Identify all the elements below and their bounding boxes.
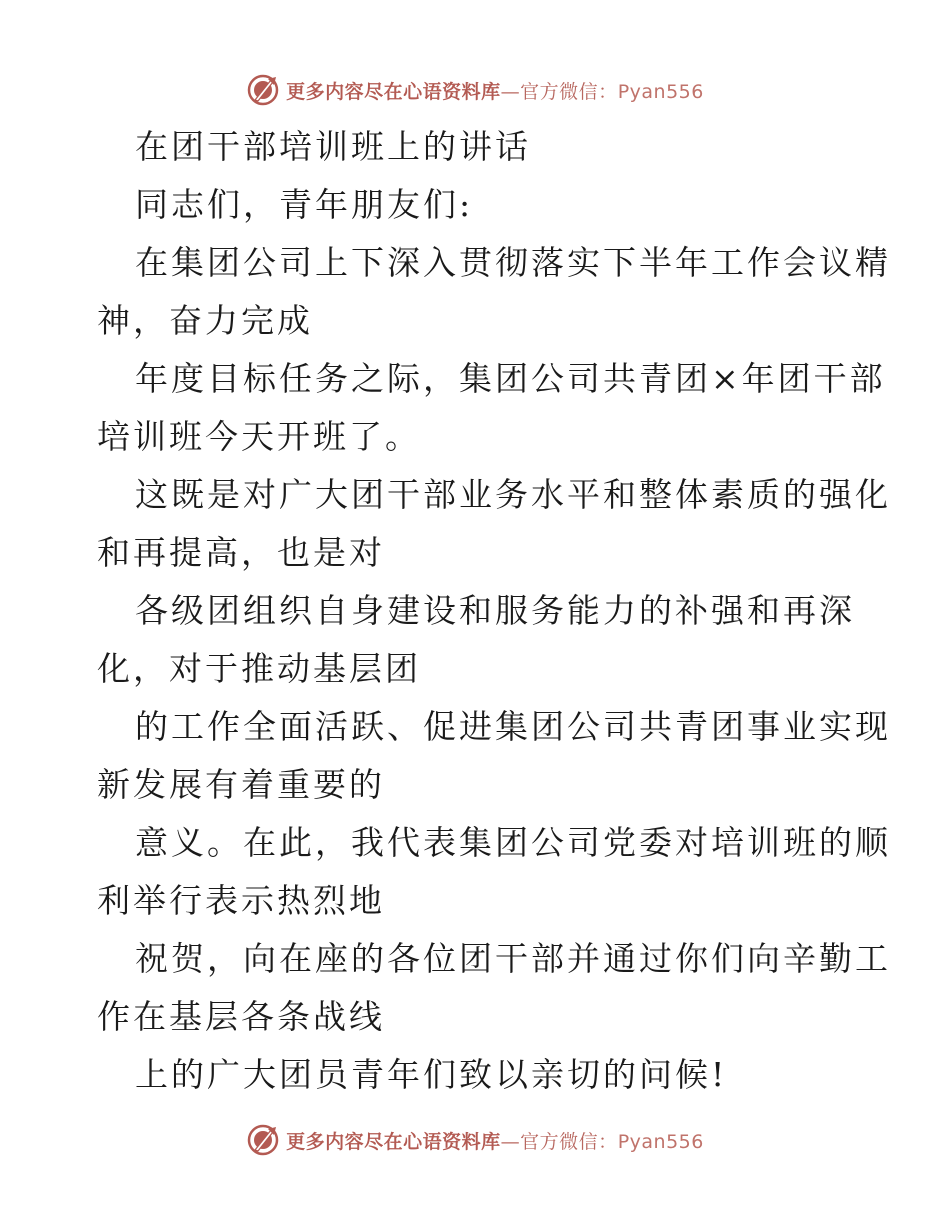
watermark-wechat-label: 官方微信： <box>520 1130 618 1153</box>
doc-line: 的工作全面活跃、促进集团公司共青团事业实现 <box>135 707 891 746</box>
quill-logo-icon <box>246 1123 280 1157</box>
footer-watermark <box>0 1120 950 1160</box>
doc-line: 在集团公司上下深入贯彻落实下半年工作会议精 <box>135 243 891 282</box>
quill-logo-icon <box>246 73 280 107</box>
doc-line: 利举行表示热烈地 <box>97 881 385 920</box>
doc-line: 化，对于推动基层团 <box>97 649 421 688</box>
watermark-separator: — <box>500 1130 521 1153</box>
doc-line: 这既是对广大团干部业务水平和整体素质的强化 <box>135 475 891 514</box>
doc-line: 同志们，青年朋友们: <box>135 185 474 224</box>
doc-line: 新发展有着重要的 <box>97 765 385 804</box>
header-watermark <box>0 70 950 110</box>
document-body <box>97 118 891 1104</box>
watermark-wechat-id: Pyan556 <box>617 1130 704 1153</box>
doc-line: 神，奋力完成 <box>97 301 313 340</box>
doc-line: 上的广大团员青年们致以亲切的问候! <box>135 1055 728 1094</box>
doc-line: 祝贺，向在座的各位团干部并通过你们向辛勤工 <box>135 939 891 978</box>
doc-line: 作在基层各条战线 <box>97 997 385 1036</box>
doc-line: 各级团组织自身建设和服务能力的补强和再深 <box>135 591 855 630</box>
watermark-brand: 更多内容尽在心语资料库 <box>286 80 501 103</box>
watermark-wechat-label: 官方微信： <box>520 80 618 103</box>
doc-line: 和再提高，也是对 <box>97 533 385 572</box>
doc-line: 培训班今天开班了。 <box>97 417 421 456</box>
watermark-wechat-id: Pyan556 <box>617 80 704 103</box>
doc-line: 在团干部培训班上的讲话 <box>135 127 531 166</box>
watermark-text <box>286 1127 704 1154</box>
watermark-brand: 更多内容尽在心语资料库 <box>286 1130 501 1153</box>
doc-line: 年度目标任务之际，集团公司共青团×年团干部 <box>135 359 886 398</box>
doc-line: 意义。在此，我代表集团公司党委对培训班的顺 <box>135 823 891 862</box>
watermark-text <box>286 77 704 104</box>
watermark-separator: — <box>500 80 521 103</box>
